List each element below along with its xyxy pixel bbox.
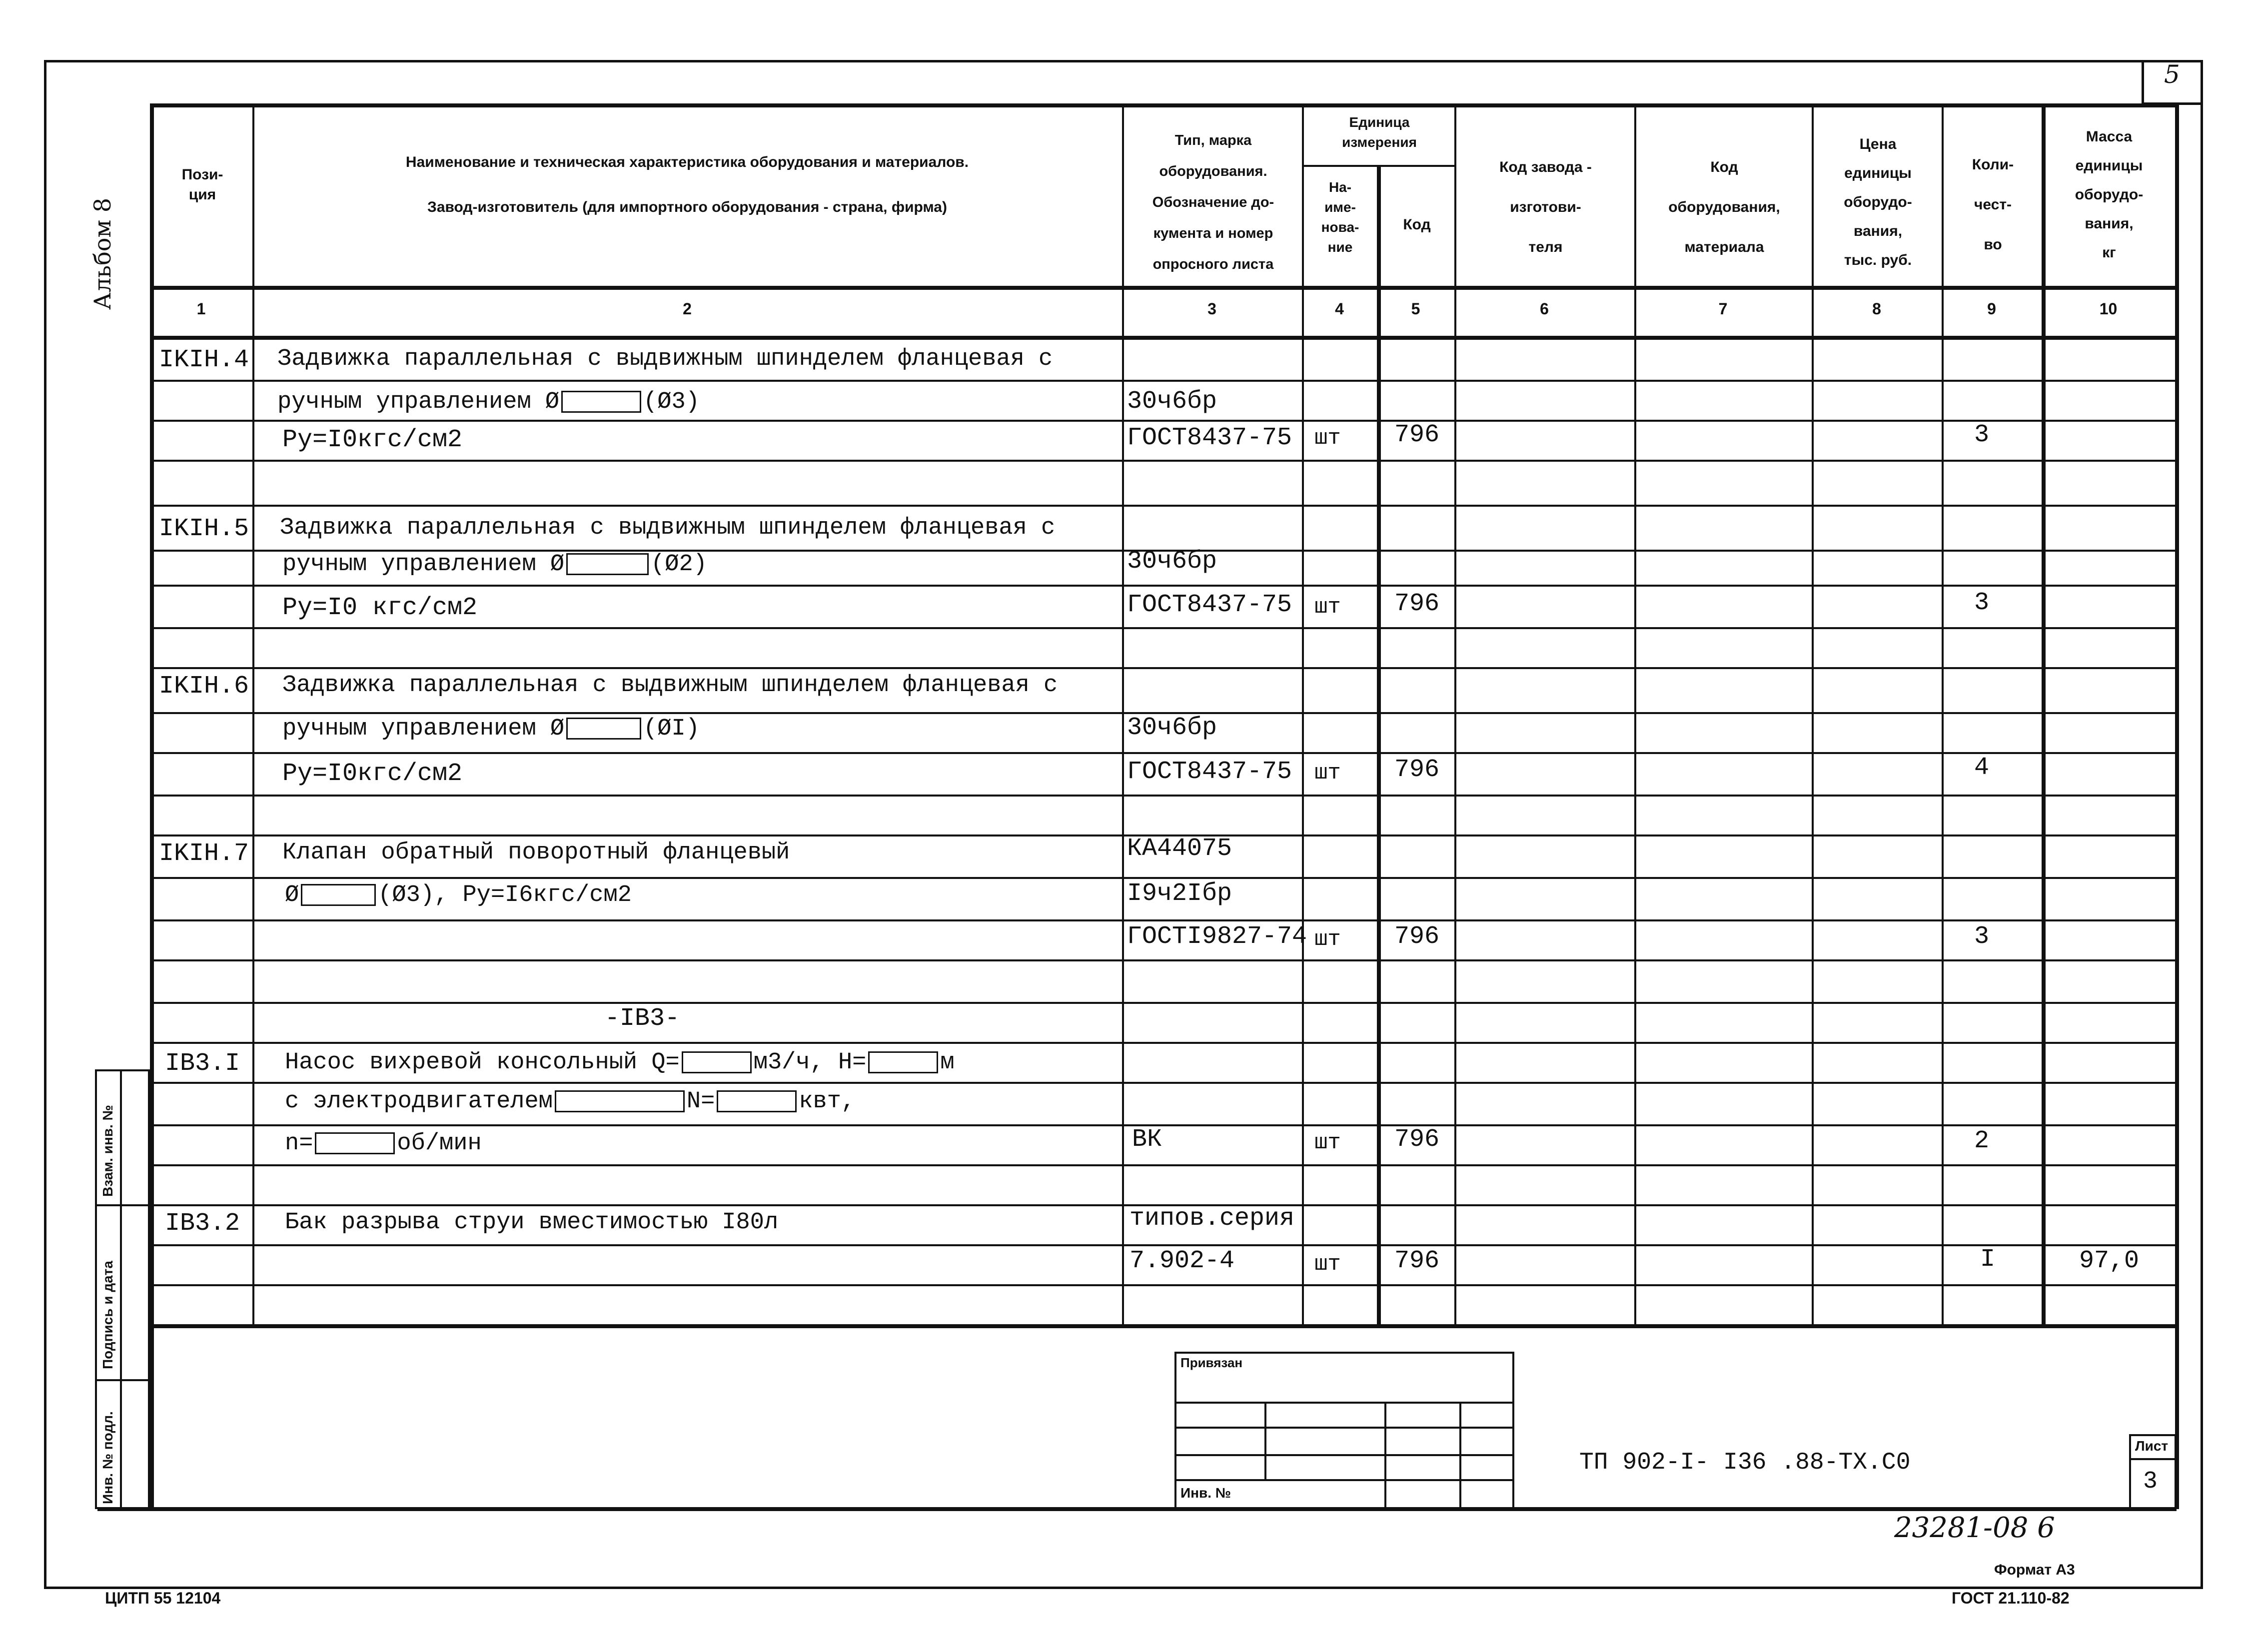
- table-bottom-line: [150, 1324, 2177, 1328]
- sheet-box-line: [2129, 1458, 2177, 1460]
- stamp-line: [1174, 1402, 1514, 1404]
- name-cell: [282, 551, 707, 578]
- name-text: (Ø3): [643, 389, 700, 415]
- position-cell: IKIH.6: [159, 672, 249, 701]
- blank-field: [868, 1051, 938, 1073]
- handwritten-number: 23281-08 6: [1894, 1512, 2055, 1544]
- bottom-frame-line: [97, 1507, 2177, 1511]
- type-cell: ВК: [1132, 1125, 1162, 1154]
- name-cell: Задвижка параллельная с выдвижным шпинделем фланцевая с: [282, 672, 1058, 699]
- name-cell: Задвижка параллельная с выдвижным шпинделем фланцевая с: [280, 515, 1056, 541]
- name-cell: [285, 1130, 482, 1157]
- name-text: ручным управлением Ø: [282, 716, 565, 742]
- row-line: [150, 1082, 2177, 1084]
- type-cell: ГОСТ8437-75: [1127, 591, 1292, 619]
- header-quantity: Коли- чест- во: [1972, 156, 2014, 253]
- qty-cell: 3: [1974, 421, 1990, 449]
- mass-cell: 97,0: [2079, 1247, 2140, 1275]
- name-cell: [285, 882, 632, 908]
- col-numbers-bottom-line: [150, 336, 2177, 340]
- stamp-line: [1174, 1454, 1514, 1456]
- type-cell: ГОСТI9827-74: [1127, 922, 1307, 951]
- unit-cell: шт: [1314, 1252, 1341, 1277]
- type-cell: 30ч6бр: [1127, 387, 1217, 416]
- col-number: 8: [1872, 300, 1881, 318]
- header-unit-group: Единица измерения: [1342, 114, 1417, 150]
- name-cell: [277, 389, 700, 415]
- name-cell: Ру=I0кгс/см2: [282, 426, 463, 454]
- blank-field: [682, 1051, 752, 1073]
- stamp-line: [1384, 1402, 1386, 1509]
- col-number: 5: [1411, 300, 1420, 318]
- code-cell: 796: [1394, 1247, 1440, 1275]
- row-line: [150, 585, 2177, 587]
- unit-cell: шт: [1314, 426, 1341, 451]
- header-position: Пози- ция: [181, 166, 223, 203]
- header-unit-name: На- име- нова- ние: [1321, 179, 1359, 255]
- type-cell: ГОСТ8437-75: [1127, 424, 1292, 452]
- type-cell: 30ч6бр: [1127, 547, 1217, 576]
- sheet-label: Лист: [2135, 1438, 2169, 1454]
- row-line: [150, 1164, 2177, 1166]
- blank-field: [566, 718, 641, 740]
- blank-field: [315, 1132, 395, 1154]
- row-line: [150, 1002, 2177, 1004]
- name-text: N=: [686, 1088, 715, 1115]
- side-margin-line: [95, 1204, 150, 1206]
- qty-cell: 3: [1974, 922, 1990, 951]
- type-cell: I9ч2Iбр: [1127, 879, 1232, 908]
- unit-cell: шт: [1314, 927, 1341, 952]
- document-code: ТП 902-I- I36 .88-ТХ.С0: [1579, 1449, 1911, 1476]
- unit-cell: шт: [1314, 761, 1341, 786]
- citp-label: ЦИТП 55 12104: [105, 1589, 221, 1607]
- name-cell: Ру=I0 кгс/см2: [282, 594, 478, 622]
- row-line: [150, 505, 2177, 507]
- row-line: [150, 380, 2177, 382]
- name-text: ручным управлением Ø: [277, 389, 560, 415]
- name-text: (Ø3), Ру=I6кгс/см2: [378, 882, 632, 908]
- code-cell: 796: [1394, 1125, 1440, 1154]
- name-text: квт,: [799, 1088, 856, 1115]
- name-cell: [285, 1049, 955, 1076]
- name-text: (Ø2): [651, 551, 707, 578]
- album-label: Альбом 8: [89, 197, 116, 310]
- position-cell: IB3.I: [165, 1049, 240, 1078]
- row-line: [150, 627, 2177, 629]
- blank-field: [555, 1090, 685, 1112]
- header-name-line2: Завод-изготовитель (для импортного оборудования - страна, фирма): [427, 199, 947, 215]
- qty-cell: 2: [1974, 1127, 1990, 1155]
- row-line: [150, 1042, 2177, 1044]
- col-number: 7: [1718, 300, 1728, 318]
- position-cell: IKIH.7: [159, 839, 249, 868]
- code-cell: 796: [1394, 421, 1440, 449]
- format-label: Формат А3: [1994, 1562, 2075, 1578]
- unit-group-line: [1302, 165, 1454, 167]
- side-margin-line: [120, 1069, 122, 1509]
- unit-cell: шт: [1314, 1130, 1341, 1155]
- row-line: [150, 460, 2177, 462]
- qty-cell: 3: [1974, 589, 1990, 617]
- header-type: Тип, марка оборудования. Обозначение до- кумента и номер опросного листа: [1152, 132, 1274, 272]
- row-line: [150, 959, 2177, 961]
- col-number: 9: [1987, 300, 1996, 318]
- name-text: с электродвигателем: [285, 1088, 553, 1115]
- col-number: 3: [1207, 300, 1216, 318]
- inv-no-label: Инв. №: [1180, 1485, 1231, 1501]
- podpis-data-label: Подпись и дата: [100, 1261, 115, 1369]
- privyazan-label: Привязан: [1180, 1355, 1243, 1370]
- row-line: [150, 919, 2177, 921]
- header-equipment-code: Код оборудования, материала: [1668, 159, 1780, 255]
- type-cell: КА44075: [1127, 834, 1232, 863]
- blank-field: [301, 884, 376, 906]
- header-price: Цена единицы оборудо- вания, тыс. руб.: [1844, 136, 1912, 268]
- name-cell: [282, 716, 700, 742]
- table-right-border: [2175, 105, 2179, 1509]
- row-line: [150, 752, 2177, 754]
- type-cell: ГОСТ8437-75: [1127, 758, 1292, 786]
- header-bottom-line: [150, 286, 2177, 290]
- row-line: [150, 1284, 2177, 1286]
- blank-field: [561, 391, 641, 413]
- name-cell: [285, 1088, 855, 1115]
- header-factory-code: Код завода - изготови- теля: [1499, 159, 1592, 255]
- gost-label: ГОСТ 21.110-82: [1952, 1589, 2070, 1607]
- col-number: 1: [196, 300, 206, 318]
- name-text: n=: [285, 1130, 313, 1157]
- row-line: [150, 1124, 2177, 1126]
- stamp-line: [1264, 1402, 1266, 1479]
- col-number: 10: [2099, 300, 2118, 318]
- stamp-line: [1174, 1479, 1514, 1481]
- header-name-line1: Наименование и техническая характеристика оборудования и материалов.: [405, 154, 969, 170]
- row-line: [150, 667, 2177, 669]
- stamp-line: [1174, 1427, 1514, 1429]
- type-cell: типов.серия: [1129, 1204, 1295, 1233]
- unit-cell: шт: [1314, 595, 1341, 620]
- header-mass: Масса единицы оборудо- вания, кг: [2075, 128, 2144, 261]
- corner-sheet-number: 5: [2164, 60, 2180, 89]
- qty-cell: I: [1980, 1245, 1996, 1274]
- type-cell: 7.902-4: [1129, 1247, 1235, 1275]
- name-text: м: [940, 1049, 955, 1076]
- qty-cell: 4: [1974, 754, 1990, 782]
- name-cell: Клапан обратный поворотный фланцевый: [282, 839, 790, 866]
- row-line: [150, 420, 2177, 422]
- position-cell: IKIH.4: [159, 346, 249, 374]
- name-text: Насос вихревой консольный Q=: [285, 1049, 680, 1076]
- row-line: [150, 795, 2177, 797]
- position-cell: IB3.2: [165, 1209, 240, 1238]
- sheet-number: 3: [2143, 1468, 2158, 1495]
- name-text: об/мин: [397, 1130, 482, 1157]
- name-text: Ø: [285, 882, 299, 908]
- section-label: -IB3-: [605, 1004, 680, 1033]
- code-cell: 796: [1394, 590, 1440, 618]
- name-cell: Ру=I0кгс/см2: [282, 760, 463, 788]
- name-cell: Бак разрыва струи вместимостью I80л: [285, 1209, 779, 1236]
- table-top-border: [150, 103, 2177, 107]
- code-cell: 796: [1394, 756, 1440, 784]
- col-number: 6: [1540, 300, 1549, 318]
- vzam-inv-label: Взам. инв. №: [100, 1105, 115, 1197]
- blank-field: [566, 553, 649, 575]
- header-unit-code: Код: [1403, 216, 1431, 233]
- row-line: [150, 1244, 2177, 1246]
- col-number: 4: [1335, 300, 1344, 318]
- blank-field: [717, 1090, 797, 1112]
- col-number: 2: [683, 300, 692, 318]
- stamp-line: [1459, 1402, 1461, 1509]
- name-text: (ØI): [643, 716, 700, 742]
- code-cell: 796: [1394, 922, 1440, 951]
- name-text: м3/ч, H=: [753, 1049, 867, 1076]
- side-margin-line: [95, 1379, 150, 1381]
- name-cell: Задвижка параллельная с выдвижным шпинделем фланцевая с: [277, 346, 1053, 372]
- type-cell: 30ч6бр: [1127, 714, 1217, 742]
- row-line: [150, 877, 2177, 879]
- position-cell: IKIH.5: [159, 515, 249, 543]
- inv-podl-label: Инв. № подл.: [100, 1411, 115, 1504]
- name-text: ручным управлением Ø: [282, 551, 565, 578]
